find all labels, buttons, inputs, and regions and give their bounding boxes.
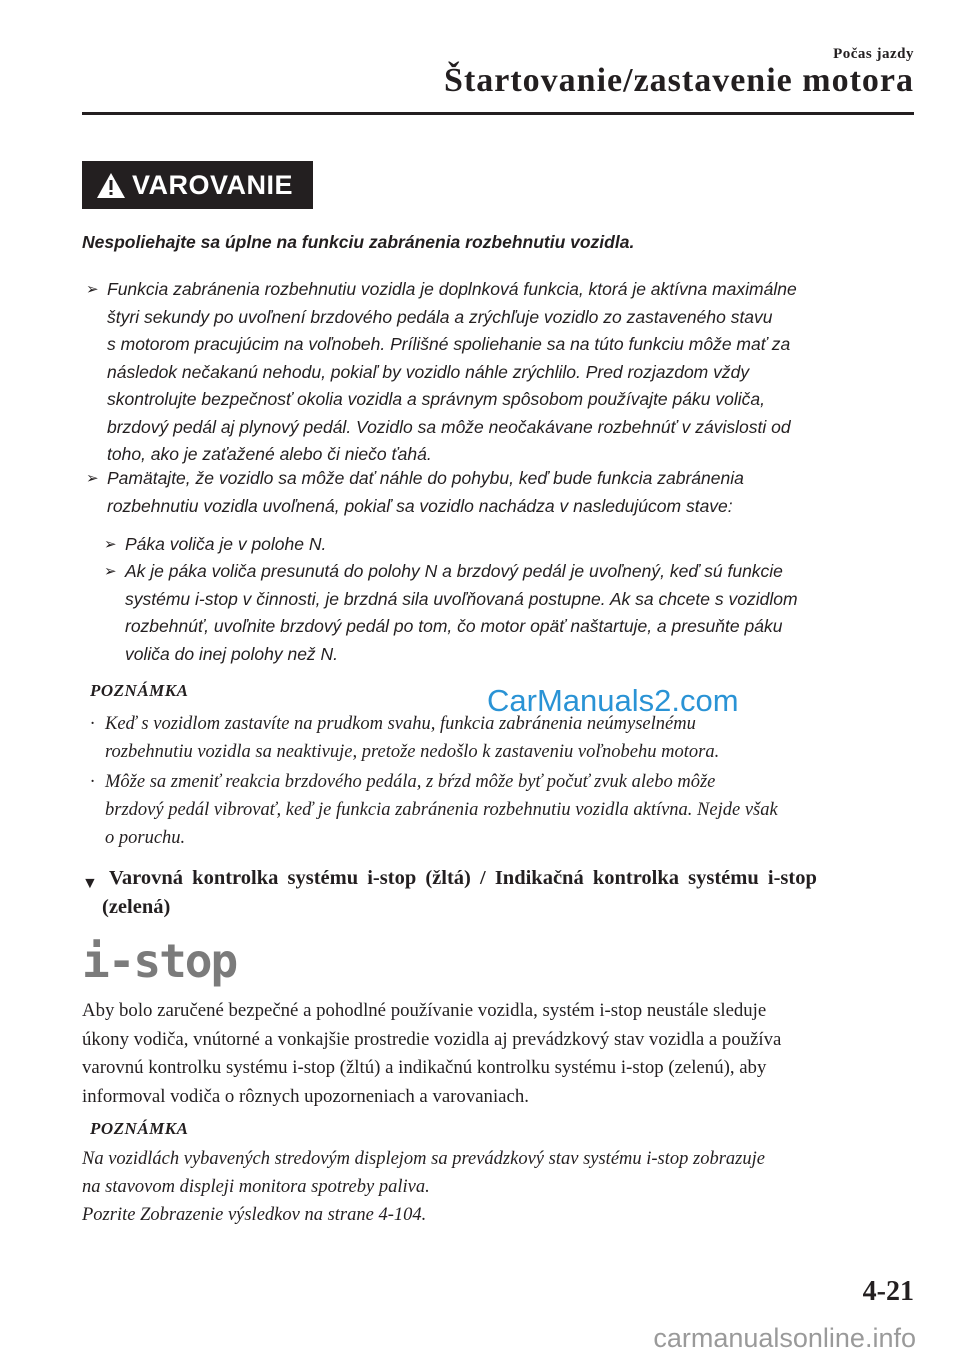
bullet-dot-icon: · — [90, 714, 95, 734]
text-line: brzdový pedál aj plynový pedál. Vozidlo sa môže neočakávane rozbehnúť v závislosti od — [107, 416, 791, 437]
page-number: 4-21 — [862, 1276, 914, 1307]
triangle-down-icon: ▼ — [82, 875, 98, 892]
footer-watermark: carmanualsonline.info — [653, 1323, 916, 1353]
text-line: voliča do inej polohy než N. — [125, 643, 339, 664]
text-line: Môže sa zmeniť reakcia brzdového pedála, z bŕzd môže byť počuť zvuk alebo môže — [105, 772, 716, 792]
text-line: Pozrite Zobrazenie výsledkov na strane 4-104. — [82, 1205, 427, 1225]
text-line: toho, ako je zaťažené alebo či niečo ťahá. — [107, 444, 432, 464]
warning-triangle-icon — [96, 172, 126, 199]
text-line: varovnú kontrolku systému i-stop (žltú) a indikačnú kontrolku systému i-stop (zelenú), aby — [82, 1057, 767, 1078]
text-line: Keď s vozidlom zastavíte na prudkom svahu, funkcia zabránenia neúmyselnému — [105, 714, 696, 734]
warning-lead: Nespoliehajte sa úplne na funkciu zabránenia rozbehnutiu vozidla. — [82, 232, 635, 252]
note-item — [90, 768, 920, 852]
note-paragraph — [82, 1145, 922, 1229]
text-line: Aby bolo zaručené bezpečné a pohodlné používanie vozidla, systém i-stop neustále sleduje — [82, 1000, 767, 1021]
text-line: úkony vodiča, vnútorné a vonkajšie prostredie vozidla aj prevádzkový stav vozidla a používa — [82, 1028, 782, 1050]
note-heading: POZNÁMKA — [90, 681, 189, 700]
watermark: CarManuals2.com — [487, 683, 739, 718]
warning-label: VAROVANIE — [132, 169, 294, 200]
text-line: brzdový pedál vibrovať, keď je funkcia zabránenia rozbehnutiu vozidla aktívna. Nejde však — [105, 800, 778, 820]
text-line: Páka voliča je v polohe N. — [125, 534, 327, 554]
warning-subitem — [104, 531, 924, 559]
subsection-heading — [82, 864, 882, 922]
section-name: Počas jazdy — [833, 46, 914, 62]
i-stop-logo: i-stop — [82, 934, 237, 988]
warning-item — [86, 465, 926, 520]
text-line: skontrolujte bezpečnosť okolia vozidla a správnym spôsobom používajte páku voliča, — [107, 389, 765, 409]
body-paragraph — [82, 997, 917, 1111]
arrow-bullet-icon: ➢ — [104, 563, 117, 580]
text-line: štyri sekundy po uvoľnení brzdového pedála a zrýchľuje vozidlo zo zastaveného stavu — [107, 306, 773, 327]
text-line: Funkcia zabránenia rozbehnutiu vozidla je doplnková funkcia, ktorá je aktívna maximálne — [107, 279, 797, 299]
warning-subitem — [104, 558, 924, 668]
text-line: informoval vodiča o rôznych upozorneniach a varovaniach. — [82, 1085, 529, 1107]
text-line: Ak je páka voliča presunutá do polohy N a brzdový pedál je uvoľnený, keď sú funkcie — [125, 561, 783, 581]
note-heading: POZNÁMKA — [90, 1119, 189, 1138]
warning-item — [86, 276, 926, 469]
arrow-bullet-icon: ➢ — [86, 281, 99, 298]
page-title: Štartovanie/zastavenie motora — [444, 62, 914, 99]
header-divider — [82, 112, 914, 115]
text-line: s motorom pracujúcim na voľnobeh. Prílišné spoliehanie sa na túto funkciu môže mať za — [107, 334, 791, 354]
text-line: na stavovom displeji monitora spotreby paliva. — [82, 1177, 430, 1197]
text-line: rozbehnutiu vozidla sa neaktivuje, pretože nedošlo k zastaveniu voľnobehu motora. — [105, 742, 720, 762]
warning-banner — [82, 161, 313, 209]
text-line: rozbehnúť, uvoľnite brzdový pedál po tom, čo motor opäť naštartuje, a presuňte páku — [125, 616, 783, 636]
heading-line: Varovná kontrolka systému i-stop (žltá) / Indikačná kontrolka systému i-stop — [109, 867, 817, 889]
arrow-bullet-icon: ➢ — [104, 536, 117, 553]
text-line: následok nečakanú nehodu, pokiaľ by vozidlo náhle zrýchlilo. Pred rozjazdom vždy — [107, 361, 750, 382]
bullet-dot-icon: · — [90, 772, 95, 792]
text-line: Na vozidlách vybavených stredovým displejom sa prevádzkový stav systému i-stop zobrazuje — [82, 1149, 765, 1169]
text-line: systému i-stop v činnosti, je brzdná sila uvoľňovaná postupne. Ak sa chcete s vozidlom — [125, 588, 798, 609]
heading-line: (zelená) — [102, 896, 171, 918]
arrow-bullet-icon: ➢ — [86, 470, 99, 487]
text-line: Pamätajte, že vozidlo sa môže dať náhle do pohybu, keď bude funkcia zabránenia — [107, 468, 744, 488]
text-line: o poruchu. — [105, 828, 186, 848]
text-line: rozbehnutiu vozidla uvoľnená, pokiaľ sa vozidlo nachádza v nasledujúcom stave: — [107, 495, 733, 516]
